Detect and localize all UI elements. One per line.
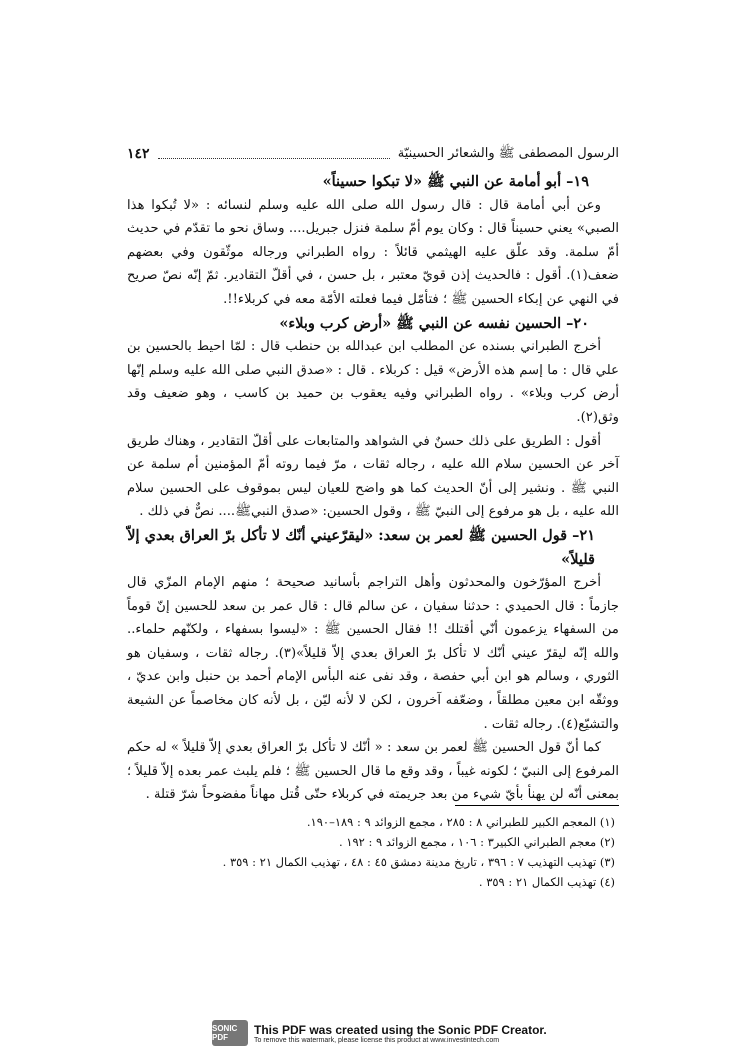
footnote: (٤) تهذيب الكمال ٢١ : ٣٥٩ . — [478, 875, 615, 889]
page-header — [127, 143, 619, 165]
paragraph: كما أنّ قول الحسين ﷺ لعمر بن سعد : « أنّك لا تأكل برّ العراق بعدي إلاّ قليلاً » له حكم المرفوع إلى النبيّ ؛ لكونه غيباً ، وقد وقع ما قال الحسين ﷺ ؛ فلم يلبث عمر بعده إلاّ قليلاً ؛ بمعنى أنّه لن يهنأ بأيّ شيء من بعد جريمته في كربلاء حتّى قُتل مهاناً مفضوحاً شرّ قتلة . — [127, 740, 619, 803]
paragraph: أقول : الطريق على ذلك حسنٌ في الشواهد والمتابعات على أقلّ التقادير ، وهناك طريق آخر عن الحسين سلام الله عليه ، رجاله ثقات ، مرّ فيما روته أمّ المؤمنين أم سلمة عن النبي ﷺ . ونشير إلى أنّ الحديث كما هو واضح للعيان ليس بموقوف على الحسين سلام الله عليه ، بل هو مرفوع إلى النبيّ ﷺ ، وقول الحسين: «صدق النبيﷺ.... نصٌّ في ذلك . — [127, 433, 619, 520]
footnote: (٢) معجم الطبراني الكبير٣ : ١٠٦ ، مجمع الزوائد ٩ : ١٩٢ . — [338, 835, 615, 849]
header-leader-dots — [158, 150, 390, 159]
section-heading-20: ٢٠– الحسين نفسه عن النبي ﷺ «أرض كرب وبلاء» — [279, 314, 589, 332]
paragraph: أخرج المؤرّخون والمحدثون وأهل التراجم بأسانيد صحيحة ؛ منهم الإمام المزّي قال جازماً : قال الحميدي : حدثنا سفيان ، عن سالم قال : قال عمر بن سعد للحسين إنّ قوماً من السفهاء يزعمون أنّي أقتلك !! فقال الحسين ﷺ : «ليسوا بسفهاء ، ولكنّهم حلماء.. والله إنّه ليقرّ عيني أنّك لا تأكل برّ العراق بعدي إلاّ قليلاً»(٣). رجاله ثقات ، وسفيان هو الثوري ، وسالم هو ابن أبي حفصة ، وقد نفى عنه البأس الإمام أحمد بن حنبل وابن عديّ ، ووثقّه ابن معين مطلقاً ، وضعّفه آخرون ، لكن لا لأنه ليّن ، بل لأنه كان مخاصماً عن الشيعة والتشيّع(٤). رجاله ثقات . — [127, 575, 619, 732]
watermark-text — [254, 1023, 547, 1044]
watermark-line-2[interactable]: To remove this watermark, please license this product at www.investintech.com — [254, 1036, 500, 1044]
footnote-separator — [455, 805, 619, 806]
footnote: (١) المعجم الكبير للطبراني ٨ : ٢٨٥ ، مجمع الزوائد ٩ : ١٨٩–١٩٠. — [306, 815, 615, 829]
section-heading-21: ٢١– قول الحسين ﷺ لعمر بن سعد: «ليقرّعيني أنّك لا تأكل برّ العراق بعدي إلاّ قليلاً» — [127, 526, 595, 568]
page-number: ١٤٢ — [127, 146, 150, 162]
section-heading-19: ١٩– أبو أمامة عن النبي ﷺ «لا تبكوا حسيناً» — [322, 173, 589, 190]
running-title: الرسول المصطفى ﷺ والشعائر الحسينيّة — [397, 145, 619, 161]
footnote: (٣) تهذيب التهذيب ٧ : ٣٩٦ ، تاريخ مدينة دمشق ٤٥ : ٤٨ ، تهذيب الكمال ٢١ : ٣٥٩ . — [222, 855, 615, 869]
footnotes — [127, 812, 619, 892]
paragraph: أخرج الطبراني بسنده عن المطلب ابن عبدالله بن حنطب قال : لمّا احيط بالحسين بن علي قال : ما إسم هذه الأرض» قيل : كربلاء . قال : «صدق النبي صلى الله عليه وسلم إنّها أرض كرب وبلاء» . رواه الطبراني وفيه يعقوب بن حميد بن كاسب ، وهو ضعيف وقد وثق(٢). — [127, 339, 619, 425]
watermark-line-1: This PDF was created using the Sonic PDF Creator. — [254, 1022, 547, 1037]
watermark — [212, 1019, 547, 1047]
page-body — [127, 170, 619, 807]
sonic-pdf-logo: SONIC PDF — [212, 1020, 248, 1046]
paragraph: وعن أبي أمامة قال : قال رسول الله صلى الله عليه وسلم لنسائه : «لا تُبكوا هذا الصبي» يعني حسيناً قال : وكان يوم أمّ سلمة فنزل جبريل.... وساق نحو ما تقدّم في حديث أمّ سلمة. وقد علّق عليه الهيثمي قائلاً : رواه الطبراني ورجاله موثّقون وفي بعضهم ضعف(١). أقول : فالحديث إذن قويّ معتبر ، بل حسن ، في أقلّ التقادير. ثمّ إنّه نصّ صريح في النهي عن إبكاء الحسين ﷺ ؛ فتأمّل فيما فعلته الأمّة معه في كربلاء!!. — [127, 197, 619, 307]
